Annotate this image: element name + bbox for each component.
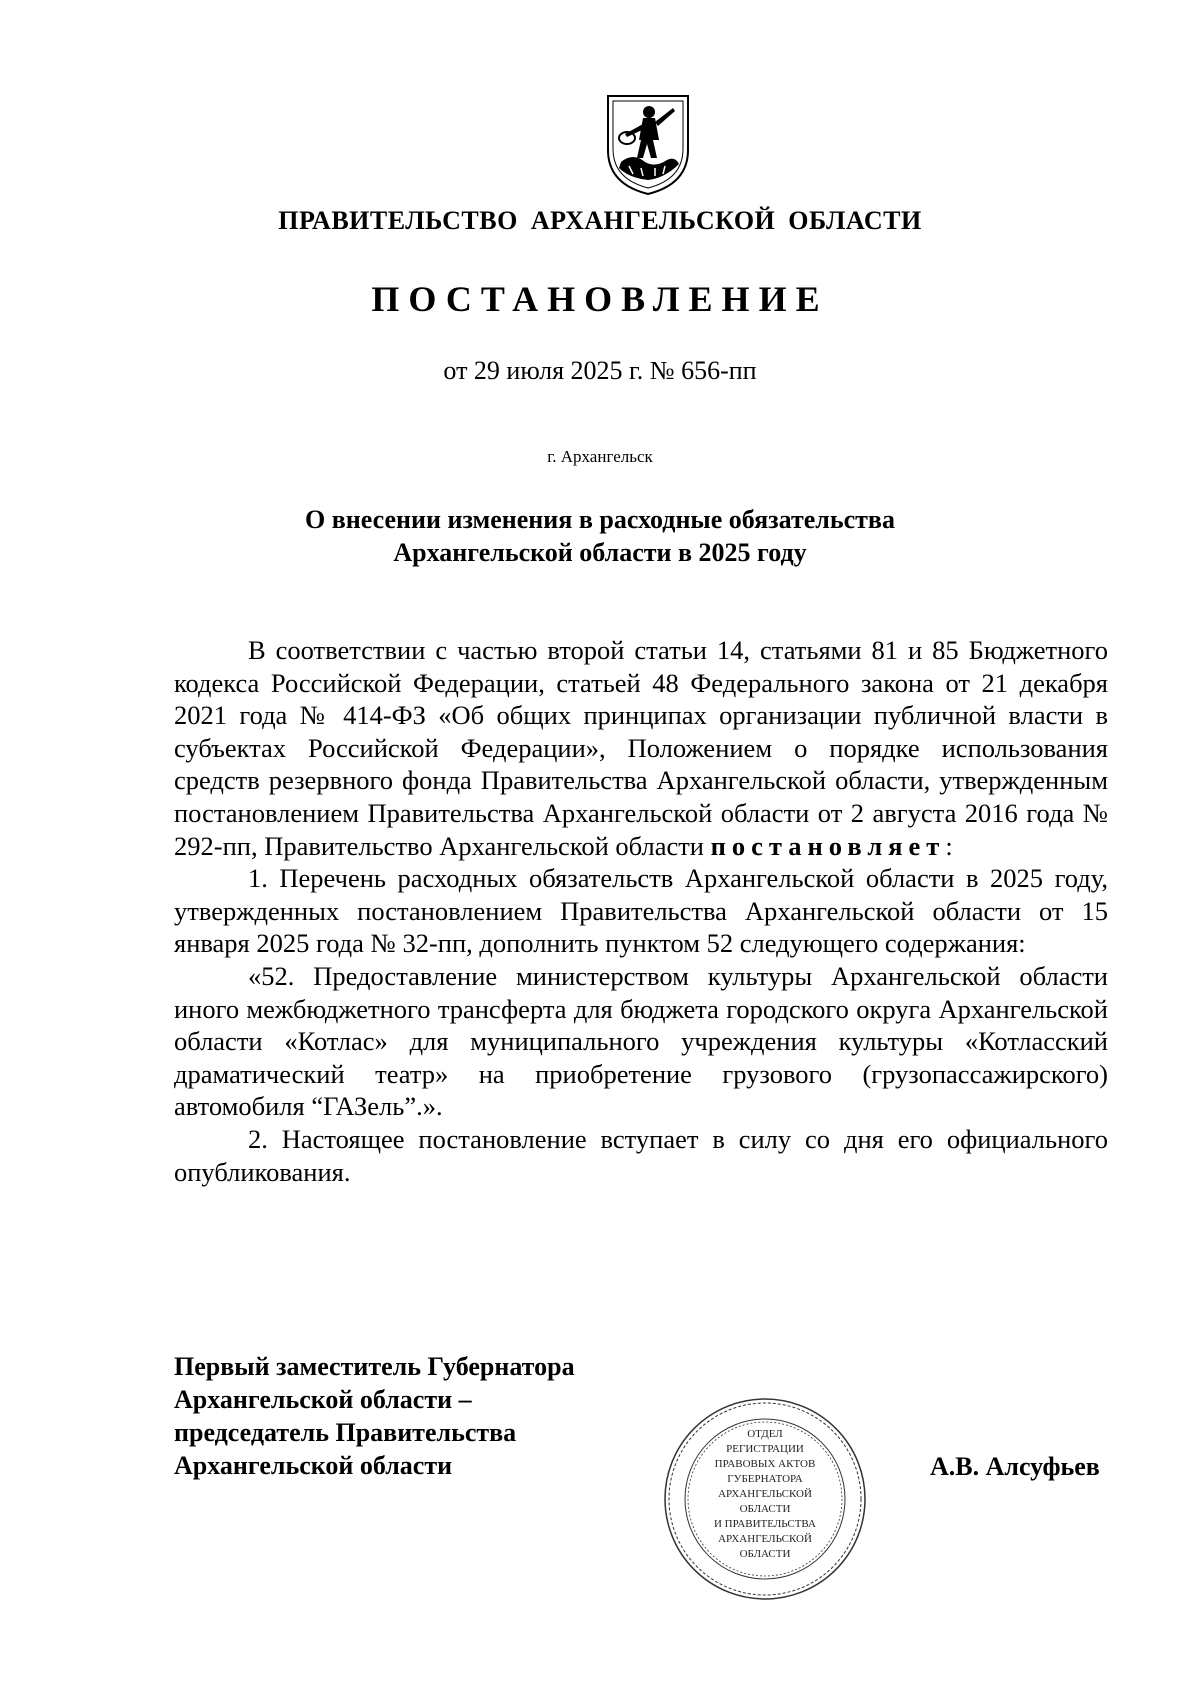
organization-title: ПРАВИТЕЛЬСТВО АРХАНГЕЛЬСКОЙ ОБЛАСТИ — [278, 206, 922, 235]
document-date-number: от 29 июля 2025 г. № 656-пп — [443, 356, 757, 385]
subject-line: Архангельской области в 2025 году — [393, 538, 807, 567]
signer-position-line: Архангельской области — [174, 1451, 453, 1480]
seal-text-line: ПРАВОВЫХ АКТОВ — [714, 1458, 816, 1470]
seal-text-line: РЕГИСТРАЦИИ — [726, 1443, 804, 1455]
seal-text-line: ОТДЕЛ — [747, 1428, 783, 1440]
item-1-paragraph: 1. Перечень расходных обязательств Архангельской области в 2025 году, утвержденных постановлением Правительства Архангельской области от 15 января 2025 года № 32-пп, дополнить пунктом 52 следующего содержания: — [174, 863, 1108, 959]
coat-of-arms-icon — [603, 88, 693, 198]
seal-text-line: ОБЛАСТИ — [739, 1503, 791, 1515]
preamble-paragraph — [174, 634, 1108, 862]
seal-text-line: ГУБЕРНАТОРА — [727, 1473, 803, 1485]
decree-word: постановляет — [710, 830, 946, 861]
seal-text-line: И ПРАВИТЕЛЬСТВА — [713, 1518, 816, 1530]
document-type-heading: ПОСТАНОВЛЕНИЕ — [371, 279, 829, 319]
item-2-paragraph: 2. Настоящее постановление вступает в силу со дня его официального опубликования. — [174, 1123, 1108, 1187]
seal-text-line: АРХАНГЕЛЬСКОЙ — [718, 1533, 812, 1545]
seal-inner-text — [660, 1427, 870, 1562]
document-city: г. Архангельск — [547, 447, 653, 466]
signer-position-line: председатель Правительства — [174, 1418, 517, 1447]
document-subject — [0, 503, 1200, 569]
signer-position-line: Архангельской области – — [174, 1385, 472, 1414]
decree-colon: : — [945, 830, 953, 861]
preamble-text: В соответствии с частью второй статьи 14, статьями 81 и 85 Бюджетного кодекса Российской Федерации, статьей 48 Федерального закона от 21 декабря 2021 года № 414-ФЗ «Об общих принципах организации публичной власти в субъектах Российской Федерации», Положением о порядке использования средств резервного фонда Правительства Архангельской области, утвержденным постановлением Правительства Архангельской области от 2 августа 2016 года № 292-пп, Правительство Архангельской области — [174, 635, 1108, 861]
subject-line: О внесении изменения в расходные обязательства — [305, 505, 895, 534]
seal-text-line: АРХАНГЕЛЬСКОЙ — [718, 1488, 812, 1500]
item-52-paragraph: «52. Предоставление министерством культуры Архангельской области иного межбюджетного трансферта для бюджета городского округа Архангельской области «Котлас» для муниципального учреждения культуры «Котласский драматический театр» на приобретение грузового (грузопассажирского) автомобиля “ГАЗель”.». — [174, 960, 1108, 1122]
signer-name: А.В. Алсуфьев — [930, 1452, 1100, 1481]
signer-position-line: Первый заместитель Губернатора — [174, 1352, 575, 1381]
signer-position — [174, 1350, 575, 1482]
document-body — [174, 634, 1108, 1188]
seal-text-line: ОБЛАСТИ — [739, 1548, 791, 1560]
